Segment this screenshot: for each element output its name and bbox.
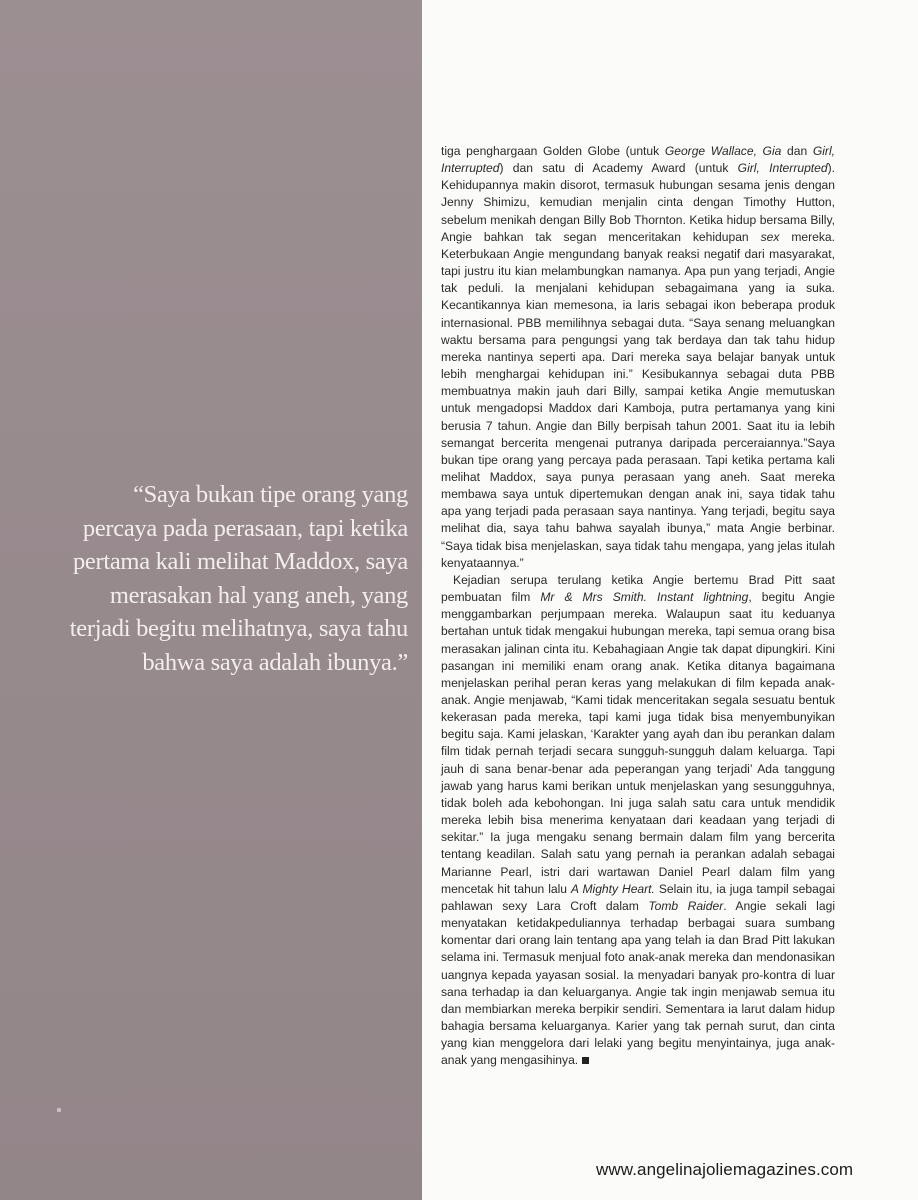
film-title: George Wallace, Gia	[664, 144, 782, 158]
film-title: Girl, Interrupted	[737, 161, 828, 176]
film-title: Mr & Mrs Smith. Instant lightning	[540, 590, 749, 605]
text-run: ) dan satu di Academy Award (untuk	[499, 161, 738, 176]
left-color-panel	[0, 0, 422, 1200]
text-run: Kejadian serupa terulang ketika Angie bertemu Brad Pitt saat pembuatan film	[441, 572, 835, 605]
text-run: tiga penghargaan Golden Globe (untuk	[441, 144, 665, 158]
article-body	[441, 143, 835, 1069]
text-run: mereka. Keterbukaan Angie mengundang banyak reaksi negatif dari masyarakat, tapi justru itu kian melambungkan namanya. Apa pun yang terjadi, Angie tak peduli. Ia menjalani kehidupan sebagaimana yang ia suka. Kecantikannya kian memesona, ia laris sebagai ikon beberapa produk internasional. PBB memilihnya sebagai duta. “Saya senang meluangkan waktu bersama para pengungsi yang tak berdaya dan tak tahu hidup mereka nantinya seperti apa. Dari mereka saya belajar banyak untuk lebih menghargai kehidupan ini.” Kesibukannya sebagai duta PBB membuatnya makin jauh dari Billy, sampai ketika Angie memutuskan untuk mengadopsi Maddox dari Kamboja, putra pertamanya yang kini berusia 7 tahun. Angie dan Billy berpisah tahun 2001. Saat itu ia lebih semangat bercerita mengenai putranya daripada perceraiannya.”Saya bukan tipe orang yang percaya pada perasaan. Tapi ketika pertama kali melihat Maddox, saya punya perasaan yang aneh. Saat mereka membawa saya untuk dipertemukan dengan anak ini, saya tidak tahu apa yang terjadi pada perasaan saya nantinya. Yang terjadi, begitu saya melihat dia, saya tahu bahwa sayalah ibunya,” mata Angie berbinar. “Saya tidak bisa menjelaskan, saya tidak tahu mengapa, yang jelas itulah kenyataannya.”	[441, 229, 836, 570]
film-title: Girl, Interrupted	[441, 144, 835, 176]
pull-quote: “Saya bukan tipe orang yang percaya pada perasaan, tapi ketika pertama kali melihat Maddox, saya merasakan hal yang aneh, yang terjadi begitu melihatnya, saya tahu bahwa saya adalah ibunya.”	[69, 481, 408, 676]
end-of-article-square-icon	[582, 1057, 589, 1064]
article-paragraph-1	[441, 143, 835, 572]
text-run: dan	[781, 144, 813, 158]
text-run: ). Kehidupannya makin disorot, termasuk hubungan sesama jenis dengan Jenny Shimizu, kemudian menjalin cinta dengan Timothy Hutton, sebelum menikah dengan Billy Bob Thornton. Ketika hidup bersama Billy, Angie bahkan tak segan menceritakan kehidupan	[441, 161, 835, 244]
film-title: A Mighty Heart.	[570, 881, 655, 896]
website-watermark: www.angelinajoliemagazines.com	[596, 1160, 854, 1179]
text-run: , begitu Angie menggambarkan perjumpaan mereka. Walaupun saat itu keduanya bertahan untuk tidak mengakui hubungan mereka, tapi semua orang bisa merasakan jalinan cinta itu. Kebahagiaan Angie tak dapat dipungkiri. Kini pasangan ini memiliki enam orang anak. Ketika ditanya bagaimana menjelaskan perihal peran keras yang melakukan di film kepada anak-anak. Angie menjawab, “Kami tidak menceritakan segala sesuatu bentuk kekerasan pada mereka, tapi kami juga tidak bisa menyembunyikan begitu saja. Kami jelaskan, ‘Karakter yang ayah dan ibu perankan dalam film tidak pernah terjadi secara sungguh-sungguh dalam keluarga. Tapi jauh di sana benar-benar ada peperangan yang terjadi’ Ada tanggung jawab yang harus kami berikan untuk menjelaskan yang sesungguhnya, tidak boleh ada kebohongan. Ini juga salah satu cara untuk mendidik mereka lebih bisa menerima kenyataan dari keadaan yang terjadi di sekitar.” Ia juga mengaku senang bermain dalam film yang bercerita tentang keadilan. Salah satu yang pernah ia perankan adalah sebagai Marianne Pearl, istri dari wartawan Daniel Pearl dalam film yang mencetak hit tahun lalu	[441, 590, 835, 896]
text-run: Selain itu, ia juga tampil sebagai pahlawan sexy Lara Croft dalam	[441, 881, 835, 913]
scan-speck	[57, 1108, 61, 1112]
italic-word: sex	[760, 229, 780, 244]
film-title: Tomb Raider	[648, 898, 724, 913]
article-paragraph-2	[441, 572, 835, 1070]
text-run: . Angie sekali lagi menyatakan ketidakpeduliannya terhadap berbagai suara sumbang komentar dari orang lain tentang apa yang telah ia dan Brad Pitt lakukan selama ini. Termasuk menjual foto anak-anak mereka dan mendonasikan uangnya kepada yayasan sosial. Ia menyadari banyak pro-kontra di luar sana terhadap ia dan keluarganya. Angie tak ingin menjawab semua itu dan membiarkan mereka berpikir sendiri. Sementara ia larut dalam hidup bahagia bersama keluarganya. Karier yang tak pernah surut, dan cinta yang kian menggelora dari lelaki yang begitu menyintainya, juga anak-anak yang mengasihinya.	[441, 898, 836, 1068]
